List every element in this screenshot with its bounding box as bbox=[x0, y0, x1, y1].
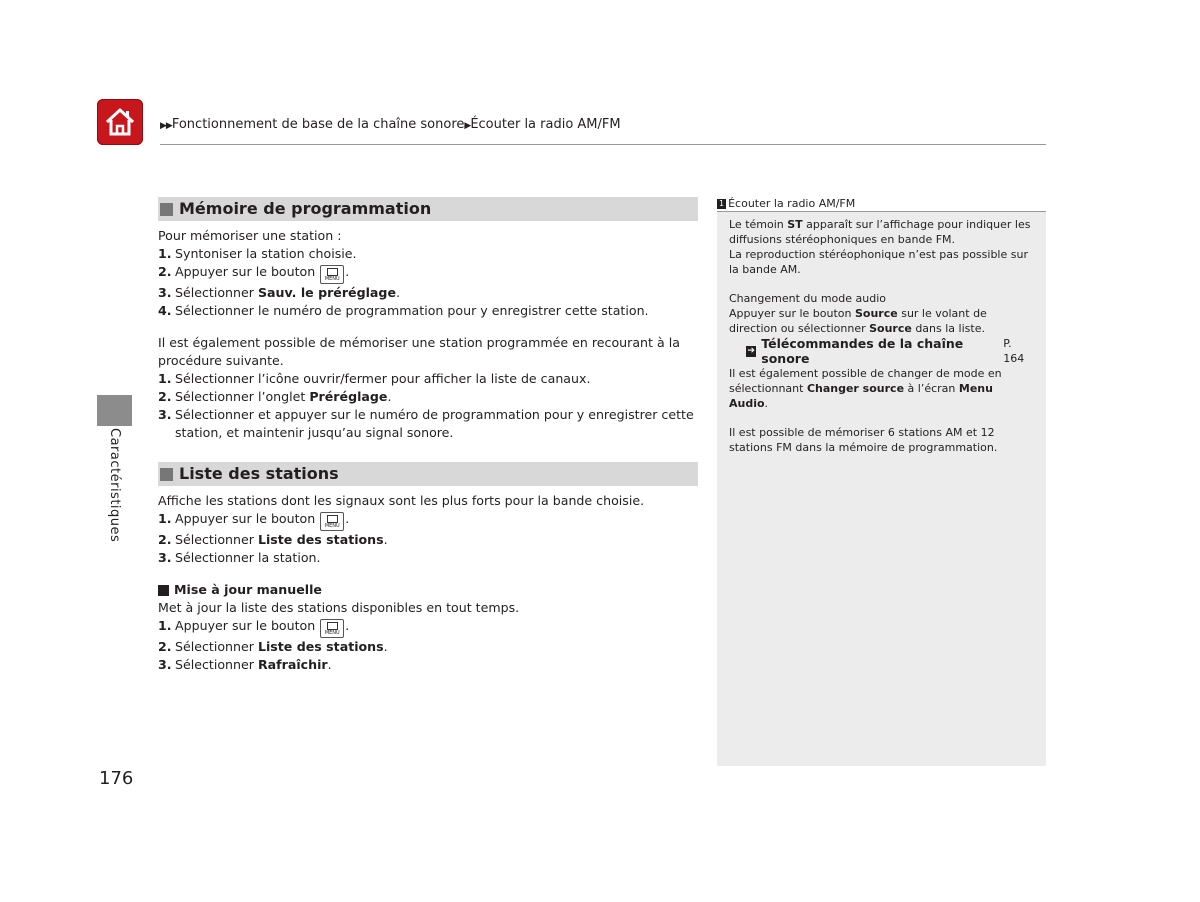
section-square-icon bbox=[160, 468, 173, 481]
breadcrumb-link-1[interactable]: Fonctionnement de base de la chaîne sonore bbox=[171, 117, 465, 132]
step-item: 1. Appuyer sur le bouton MENU . bbox=[158, 618, 350, 636]
menu-button-icon: MENU bbox=[320, 512, 344, 531]
sidebar-notes bbox=[717, 196, 1046, 766]
note-paragraph: Appuyer sur le bouton Source sur le volant de direction ou sélectionner Source dans la liste. bbox=[729, 307, 987, 335]
step-item: 2. Sélectionner Liste des stations. bbox=[158, 639, 388, 654]
note-paragraph: Changement du mode audio bbox=[729, 292, 887, 305]
breadcrumb bbox=[160, 117, 621, 132]
paragraph: Met à jour la liste des stations disponibles en tout temps. bbox=[158, 600, 520, 615]
note-paragraph: La reproduction stéréophonique n’est pas possible sur la bande AM. bbox=[729, 248, 1028, 276]
step-item: 1. Appuyer sur le bouton MENU . bbox=[158, 511, 350, 529]
step-item: 2. Appuyer sur le bouton MENU . bbox=[158, 264, 350, 282]
sidebar-header: 1 Écouter la radio AM/FM bbox=[717, 196, 1046, 212]
home-button[interactable] bbox=[97, 99, 143, 145]
section-square-icon bbox=[160, 203, 173, 216]
note-paragraph: Il est également possible de changer de mode en sélectionnant Changer source à l’écran Menu Audio. bbox=[729, 367, 1002, 410]
step-item: 1. Sélectionner l’icône ouvrir/fermer pour afficher la liste de canaux. bbox=[158, 371, 591, 386]
note-paragraph: Le témoin ST apparaît sur l’affichage pour indiquer les diffusions stéréophoniques en bande FM. bbox=[729, 218, 1031, 246]
step-item: 4. Sélectionner le numéro de programmation pour y enregistrer cette station. bbox=[158, 303, 649, 318]
subsection-heading: Mise à jour manuelle bbox=[158, 581, 698, 599]
step-item: 2. Sélectionner l’onglet Préréglage. bbox=[158, 389, 392, 404]
breadcrumb-link-2[interactable]: Écouter la radio AM/FM bbox=[470, 117, 621, 132]
header-divider bbox=[160, 144, 1046, 145]
main-content bbox=[158, 197, 698, 674]
section-title: Mémoire de programmation bbox=[179, 199, 432, 218]
chapter-tab[interactable] bbox=[97, 395, 132, 426]
section-heading-station-list bbox=[158, 462, 698, 486]
section-heading-presets bbox=[158, 197, 698, 221]
section-title: Liste des stations bbox=[179, 464, 339, 483]
cross-reference-link[interactable]: ➔ Télécommandes de la chaîne sonore P. 164 bbox=[747, 336, 1025, 366]
step-item: 3. Sélectionner Rafraîchir. bbox=[158, 657, 332, 672]
step-item: 3. Sélectionner la station. bbox=[158, 550, 321, 565]
breadcrumb-arrow-icon: ▶▶ bbox=[160, 121, 172, 131]
paragraph: Il est également possible de mémoriser une station programmée en recourant à la procédure suivante. bbox=[158, 335, 680, 368]
paragraph: Affiche les stations dont les signaux sont les plus forts pour la bande choisie. bbox=[158, 493, 645, 508]
menu-button-icon: MENU bbox=[320, 265, 344, 284]
step-item: 3. Sélectionner et appuyer sur le numéro de programmation pour y enregistrer cette station, et maintenir jusqu’au signal sonore. bbox=[158, 407, 694, 440]
paragraph: Pour mémoriser une station : bbox=[158, 228, 342, 243]
menu-button-icon: MENU bbox=[320, 619, 344, 638]
step-item: 1. Syntoniser la station choisie. bbox=[158, 246, 357, 261]
note-paragraph: Il est possible de mémoriser 6 stations AM et 12 stations FM dans la mémoire de programmation. bbox=[729, 426, 998, 454]
breadcrumb-arrow-icon: ▶ bbox=[464, 121, 471, 131]
step-item: 3. Sélectionner Sauv. le préréglage. bbox=[158, 285, 401, 300]
step-item: 2. Sélectionner Liste des stations. bbox=[158, 532, 388, 547]
subsection-square-icon bbox=[158, 585, 169, 596]
page-number: 176 bbox=[99, 768, 134, 789]
home-icon bbox=[103, 105, 137, 139]
note-ref-badge: 1 bbox=[719, 198, 725, 208]
cross-reference-arrow-icon: ➔ bbox=[747, 345, 755, 356]
chapter-label: Caractéristiques bbox=[107, 428, 122, 543]
